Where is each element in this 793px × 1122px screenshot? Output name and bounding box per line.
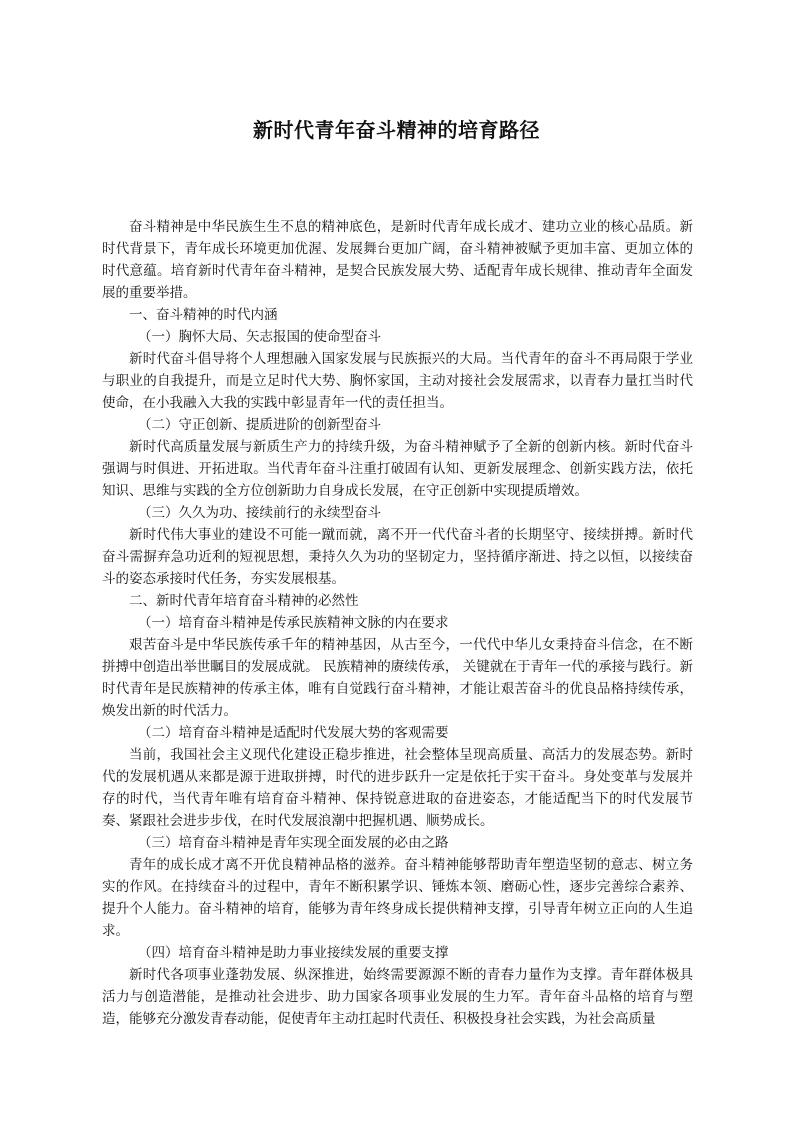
- section-heading: 一、奋斗精神的时代内涵: [129, 307, 278, 323]
- document-body: [102, 216, 693, 1030]
- body-paragraph: 当前，我国社会主义现代化建设正稳步推进，社会整体呈现高质量、高活力的发展态势。新时代的发展机遇从来都是源于进取拼搏，时代的进步跃升一定是依托于实干奋斗。身处变革与发展并存的时代，当代青年唯有培育奋斗精神、保持锐意进取的奋进姿态，才能适配当下的时代发展节奏、紧跟社会进步步伐，在时代发展浪潮中把握机遇、顺势成长。: [102, 747, 693, 829]
- subsection-heading: （三）久久为功、接续前行的永续型奋斗: [138, 505, 381, 521]
- section-heading: 二、新时代青年培育奋斗精神的必然性: [129, 593, 359, 609]
- body-paragraph: 新时代各项事业蓬勃发展、纵深推进，始终需要源源不断的青春力量作为支撑。青年群体极具活力与创造潜能，是推动社会进步、助力国家各项事业发展的生力军。青年奋斗品格的培育与塑造，能够充分激发青春动能，促使青年主动扛起时代责任、积极投身社会实践，为社会高质量: [102, 967, 693, 1027]
- body-paragraph: 艰苦奋斗是中华民族传承千年的精神基因，从古至今，一代代中华儿女秉持奋斗信念，在不断拼搏中创造出举世瞩目的发展成就。 民族精神的赓续传承， 关键就在于青年一代的承接与践行。新时代青年是民族精神的传承主体，唯有自觉践行奋斗精神，才能让艰苦奋斗的优良品格持续传承，焕发出新的时代活力。: [102, 637, 693, 719]
- body-paragraph: 青年的成长成才离不开优良精神品格的滋养。奋斗精神能够帮助青年塑造坚韧的意志、树立务实的作风。在持续奋斗的过程中，青年不断积累学识、锤炼本领、磨砺心性，逐步完善综合素养、提升个人能力。奋斗精神的培育，能够为青年终身成长提供精神支撑，引导青年树立正向的人生追求。: [102, 857, 693, 939]
- subsection-heading: （三）培育奋斗精神是青年实现全面发展的必由之路: [138, 835, 449, 851]
- body-paragraph: 新时代伟大事业的建设不可能一蹴而就，离不开一代代奋斗者的长期坚守、接续拼搏。新时代奋斗需摒弃急功近利的短视思想，秉持久久为功的坚韧定力，坚持循序渐进、持之以恒，以接续奋斗的姿态承接时代任务，夯实发展根基。: [102, 527, 693, 587]
- document-title: 新时代青年奋斗精神的培育路径: [253, 118, 540, 142]
- body-paragraph: 新时代高质量发展与新质生产力的持续升级，为奋斗精神赋予了全新的创新内核。新时代奋斗强调与时俱进、开拓进取。当代青年奋斗注重打破固有认知、更新发展理念、创新实践方法，依托知识、思维与实践的全方位创新助力自身成长发展，在守正创新中实现提质增效。: [102, 439, 693, 499]
- subsection-heading: （二）培育奋斗精神是适配时代发展大势的客观需要: [138, 725, 449, 741]
- subsection-heading: （一）培育奋斗精神是传承民族精神文脉的内在要求: [138, 615, 449, 631]
- subsection-heading: （四）培育奋斗精神是助力事业接续发展的重要支撑: [138, 945, 449, 961]
- body-paragraph: 奋斗精神是中华民族生生不息的精神底色，是新时代青年成长成才、建功立业的核心品质。新时代背景下，青年成长环境更加优渥、发展舞台更加广阔，奋斗精神被赋予更加丰富、更加立体的时代意蕴。培育新时代青年奋斗精神，是契合民族发展大势、适配青年成长规律、推动青年全面发展的重要举措。: [102, 219, 693, 301]
- body-paragraph: 新时代奋斗倡导将个人理想融入国家发展与民族振兴的大局。当代青年的奋斗不再局限于学业与职业的自我提升，而是立足时代大势、胸怀家国，主动对接社会发展需求，以青春力量扛当时代使命，在小我融入大我的实践中彰显青年一代的责任担当。: [102, 351, 693, 411]
- subsection-heading: （一）胸怀大局、矢志报国的使命型奋斗: [138, 329, 381, 345]
- subsection-heading: （二）守正创新、提质进阶的创新型奋斗: [138, 417, 381, 433]
